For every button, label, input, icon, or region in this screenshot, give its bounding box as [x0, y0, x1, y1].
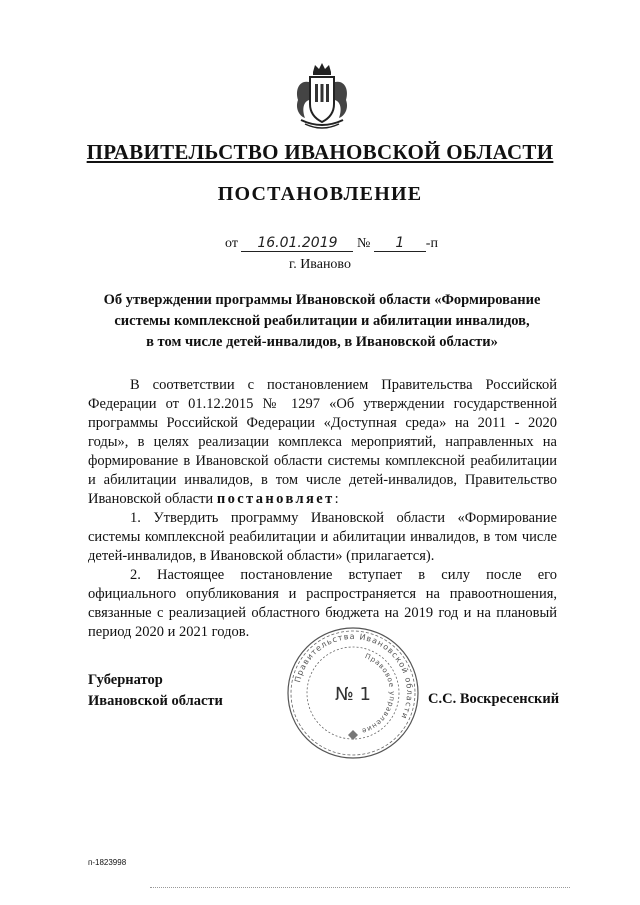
- organization-name: ПРАВИТЕЛЬСТВО ИВАНОВСКОЙ ОБЛАСТИ: [86, 140, 554, 164]
- title-line: Об утверждении программы Ивановской области «Формирование: [103, 292, 541, 308]
- decision-colon: :: [334, 491, 339, 507]
- doc-number-suffix: -п: [425, 236, 438, 251]
- city: г. Иваново: [289, 257, 351, 272]
- position-line: Губернатор: [88, 672, 163, 688]
- bottom-divider: [150, 887, 570, 888]
- item-2: 2. Настоящее постановление вступает в силу после его официального опубликования и распространяется на правоотношения, связанные с реализацией областного бюджета на 2019 год и на плановый период 2020 и 2021 годов.: [88, 567, 557, 640]
- number-sign: №: [356, 236, 371, 251]
- doc-number: 1: [374, 236, 426, 252]
- doc-date: 16.01.2019: [241, 236, 353, 252]
- from-label: от: [225, 236, 238, 251]
- signatory-position: [88, 670, 223, 712]
- seal-stamp: [285, 625, 421, 761]
- decision-word: постановляет: [216, 491, 335, 507]
- position-line: Ивановской области: [88, 693, 223, 709]
- stamp-center-number: № 1: [335, 684, 371, 705]
- preamble-text: В соответствии с постановлением Правительства Российской Федерации от 01.12.2015 № 1297 «Об утверждении государственной программы Российской Федерации «Доступная среда» на 2011 - 2020 годы», в целях реализации комплекса мероприятий, направленных на формирование в Ивановской области системы комплексной реабилитации и абилитации инвалидов, в том числе детей-инвалидов, Правительство Ивановской области: [88, 377, 557, 507]
- signatory-name: С.С. Воскресенский: [428, 691, 560, 707]
- stamp-outer-text: Правительства Ивановской области: [293, 631, 415, 721]
- doc-number-line: [225, 236, 438, 252]
- title-line: системы комплексной реабилитации и абилитации инвалидов,: [114, 313, 530, 329]
- title-line: в том числе детей-инвалидов, в Ивановской области»: [146, 334, 498, 350]
- document-body: [88, 376, 557, 642]
- coat-of-arms-icon: [291, 62, 353, 132]
- svg-text:Правительства Ивановской облас: [293, 632, 414, 721]
- stamp-inner-text: Правовое управление: [360, 652, 397, 736]
- document-code: п-1823998: [88, 858, 127, 867]
- preamble-paragraph: [88, 376, 557, 509]
- item-1: 1. Утвердить программу Ивановской области «Формирование системы комплексной реабилитации и абилитации инвалидов, в том числе детей-инвалидов, в Ивановской области» (прилагается).: [88, 510, 557, 564]
- document-type: ПОСТАНОВЛЕНИЕ: [217, 183, 423, 205]
- document-title: [88, 290, 556, 353]
